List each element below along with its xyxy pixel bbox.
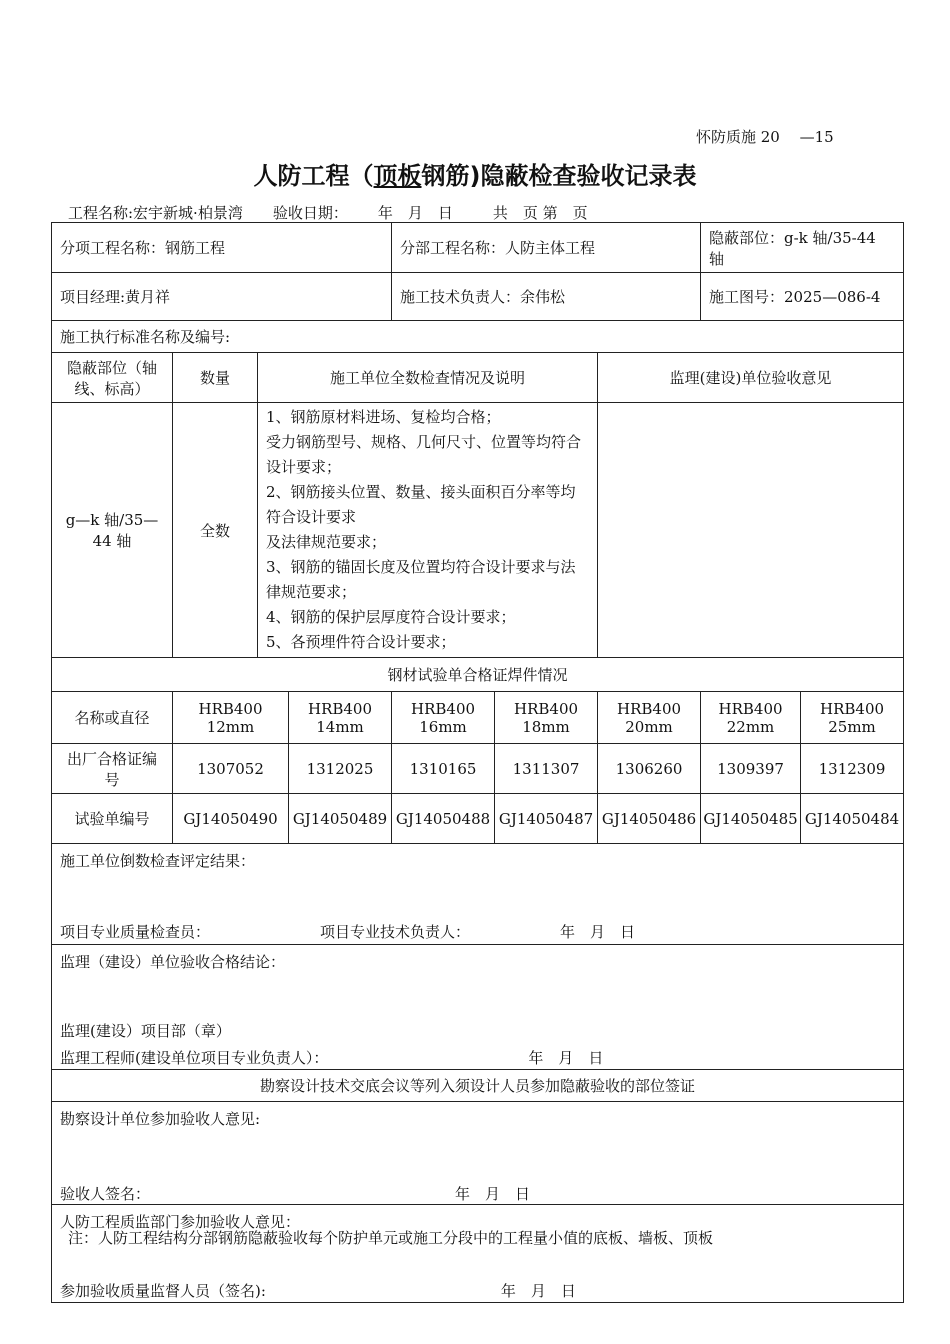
footnote: 注：人防工程结构分部钢筋隐蔽验收每个防护单元或施工分段中的工程量小值的底板、墙板、顶板 — [68, 1229, 714, 1247]
cert-number: 1306260 — [598, 744, 701, 794]
supervision-engineer: 监理工程师(建设单位项目专业负责人）： — [60, 1049, 329, 1067]
steel-spec — [598, 692, 701, 744]
test-number: GJ14050487 — [495, 794, 598, 844]
inspection-item: 5、各预埋件符合设计要求； — [266, 633, 456, 651]
header-qty: 数量 — [173, 353, 258, 403]
inspection-item: 1、钢筋原材料进场、复检均合格； — [266, 408, 501, 426]
steel-grade: HRB400 — [411, 699, 476, 718]
test-number: GJ14050490 — [173, 794, 289, 844]
title-suffix: 钢筋)隐蔽检查验收记录表 — [421, 162, 697, 190]
project-name: 工程名称:宏宇新城·柏景湾 — [68, 204, 243, 222]
survey-section-title: 勘察设计技术交底会议等列入须设计人员参加隐蔽验收的部位签证 — [52, 1070, 904, 1102]
tech-responsible: 项目专业技术负责人： — [320, 923, 471, 941]
construction-result-label: 施工单位倒数检查评定结果： — [60, 852, 256, 870]
inspection-item: 4、钢筋的保护层厚度符合设计要求； — [266, 608, 516, 626]
document-code: 怀防质施 20 —15 — [696, 128, 834, 146]
title-prefix: 人防工程（ — [253, 162, 374, 190]
cd-sign-line — [60, 1280, 895, 1301]
standard-label: 施工执行标准名称及编号: — [52, 321, 904, 353]
steel-grade: HRB400 — [198, 699, 263, 718]
steel-size: 16mm — [419, 717, 467, 736]
construction-result-cell — [52, 844, 904, 945]
drawing-number: 施工图号：2025—086-4 — [701, 273, 904, 321]
test-number: GJ14050486 — [598, 794, 701, 844]
construction-sign-line — [60, 921, 895, 942]
supervision-result-label: 监理（建设）单位验收合格结论： — [60, 953, 286, 971]
steel-grade: HRB400 — [307, 699, 373, 718]
test-number: GJ14050488 — [392, 794, 495, 844]
steel-section-title: 钢材试验单合格证焊件情况 — [52, 658, 904, 692]
header-supervision: 监理(建设)单位验收意见 — [598, 353, 904, 403]
steel-size: 14mm — [316, 717, 364, 736]
cert-number: 1311307 — [495, 744, 598, 794]
inspection-item: 受力钢筋型号、规格、几何尺寸、位置等均符合设计要求； — [266, 433, 582, 476]
survey-date: 年 月 日 — [455, 1185, 531, 1203]
cert-number: 1312309 — [801, 744, 904, 794]
cert-number: 1307052 — [173, 744, 289, 794]
division-name: 分部工程名称：人防主体工程 — [392, 223, 701, 273]
steel-size: 18mm — [522, 717, 570, 736]
construction-date: 年 月 日 — [560, 923, 636, 941]
test-number: GJ14050485 — [701, 794, 801, 844]
steel-spec — [495, 692, 598, 744]
cd-supervision-label: 人防工程质监部门参加验收人意见： — [60, 1213, 301, 1231]
steel-spec — [801, 692, 904, 744]
cert-number: 1310165 — [392, 744, 495, 794]
supervision-result-cell — [52, 945, 904, 1070]
steel-grade: HRB400 — [514, 699, 579, 718]
steel-grade: HRB400 — [617, 699, 682, 718]
hidden-part: 隐蔽部位：g-k 轴/35-44 轴 — [701, 223, 904, 273]
supervision-dept: 监理(建设）项目部（章） — [60, 1022, 231, 1040]
cd-supervision-cell — [52, 1205, 904, 1303]
inspection-qty: 全数 — [173, 403, 258, 658]
test-label: 试验单编号 — [52, 794, 173, 844]
inspection-part: g—k 轴/35—44 轴 — [52, 403, 173, 658]
project-manager: 项目经理:黄月祥 — [52, 273, 392, 321]
steel-spec — [289, 692, 392, 744]
survey-sign: 验收人签名： — [60, 1185, 151, 1203]
inspection-item: 及法律规范要求； — [266, 533, 387, 551]
steel-spec — [392, 692, 495, 744]
cd-supervision-date: 年 月 日 — [500, 1282, 576, 1300]
steel-grade: HRB400 — [718, 699, 783, 718]
survey-sign-line — [60, 1183, 895, 1204]
cd-supervision-sign: 参加验收质量监督人员（签名): — [60, 1282, 266, 1300]
steel-size: 25mm — [828, 717, 876, 736]
page-count: 共 页 第 页 — [492, 204, 588, 222]
quality-inspector: 项目专业质量检查员： — [60, 923, 211, 941]
cert-label: 出厂合格证编号 — [52, 744, 173, 794]
steel-size: 22mm — [726, 717, 775, 736]
page-title — [0, 156, 950, 191]
cert-number: 1309397 — [701, 744, 801, 794]
inspection-item: 3、钢筋的锚固长度及位置均符合设计要求与法律规范要求； — [266, 558, 576, 601]
survey-label: 勘察设计单位参加验收人意见: — [60, 1110, 261, 1128]
supervision-date: 年 月 日 — [528, 1049, 604, 1067]
header-check: 施工单位全数检查情况及说明 — [258, 353, 598, 403]
title-underlined: 顶板 — [373, 162, 422, 190]
header-part: 隐蔽部位（轴线、标高） — [52, 353, 173, 403]
steel-spec — [701, 692, 801, 744]
test-number: GJ14050484 — [801, 794, 904, 844]
survey-cell — [52, 1102, 904, 1205]
steel-size: 20mm — [625, 717, 673, 736]
supervision-opinion — [598, 403, 904, 658]
meta-line — [68, 202, 588, 223]
inspection-item: 2、钢筋接头位置、数量、接头面积百分率等均符合设计要求 — [266, 483, 576, 526]
tech-lead: 施工技术负责人：余伟松 — [392, 273, 701, 321]
record-table — [51, 222, 904, 1303]
sub-item-name: 分项工程名称：钢筋工程 — [52, 223, 392, 273]
steel-name-label: 名称或直径 — [52, 692, 173, 744]
steel-spec — [173, 692, 289, 744]
steel-size: 12mm — [206, 717, 255, 736]
inspection-items — [258, 403, 598, 658]
supervision-sign-line — [60, 1047, 895, 1068]
steel-grade: HRB400 — [820, 699, 885, 718]
inspection-date: 年 月 日 — [377, 204, 453, 222]
cert-number: 1312025 — [289, 744, 392, 794]
test-number: GJ14050489 — [289, 794, 392, 844]
inspection-date-label: 验收日期： — [272, 204, 348, 222]
